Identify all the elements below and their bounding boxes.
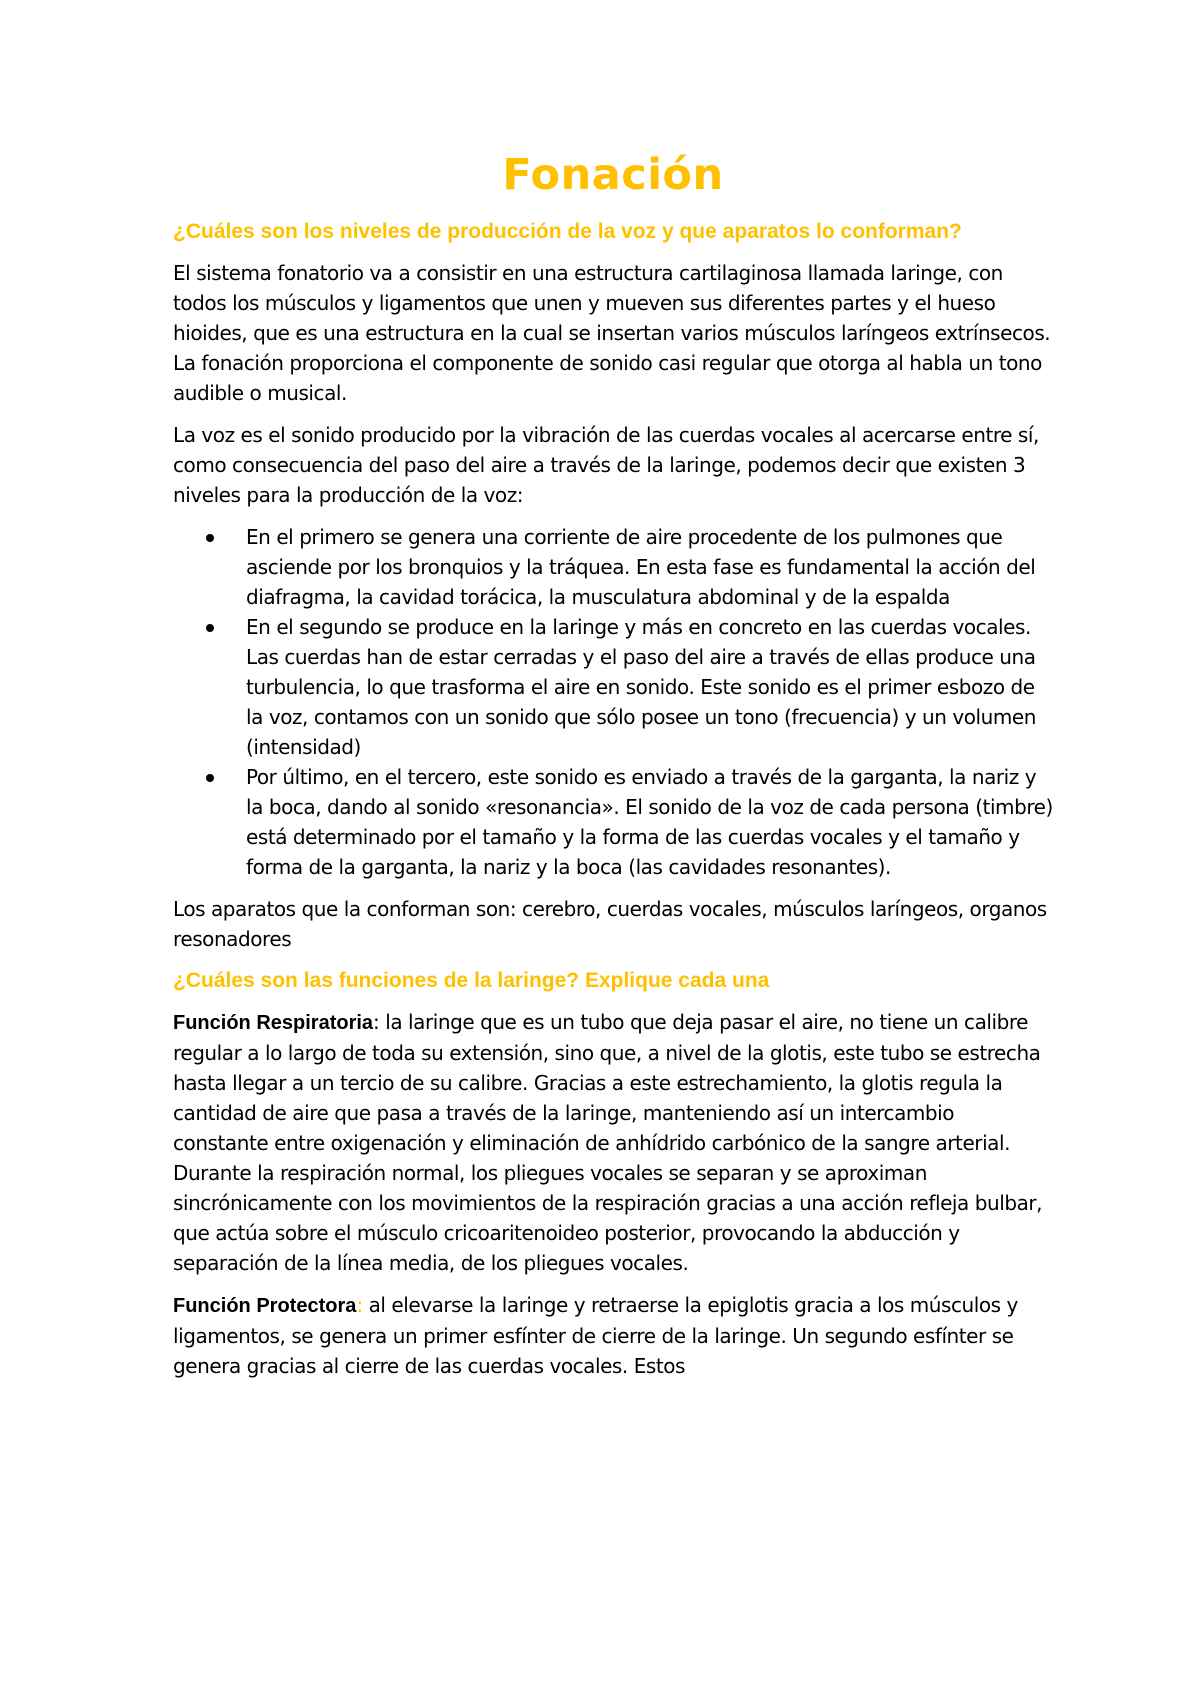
paragraph-funcion-protectora [173, 1290, 1053, 1381]
paragraph-aparatos: Los aparatos que la conforman son: cerebro, cuerdas vocales, músculos laríngeos, organos resonadores [173, 897, 1047, 951]
niveles-list [173, 522, 1053, 882]
protectora-text: al elevarse la laringe y retraerse la epiglotis gracia a los músculos y ligamentos, se genera un primer esfínter de cierre de la laringe. Un segundo esfínter se genera gracias al cierre de las cuerdas vocales. Estos [173, 1293, 1018, 1378]
bullet-icon [206, 774, 214, 782]
term-colon: : [356, 1293, 363, 1317]
list-item [173, 612, 1053, 762]
paragraph-voz: La voz es el sonido producido por la vibración de las cuerdas vocales al acercarse entre sí, como consecuencia del paso del aire a través de la laringe, podemos decir que existen 3 niveles para la producción de la voz: [173, 423, 1039, 507]
term-colon: : [373, 1010, 380, 1034]
list-item [173, 522, 1053, 612]
list-item-text: Por último, en el tercero, este sonido es enviado a través de la garganta, la nariz y la boca, dando al sonido «resonancia». El sonido de la voz de cada persona (timbre) está determinado por el tamaño y la forma de las cuerdas vocales y el tamaño y forma de la garganta, la nariz y la boca (las cavidades resonantes). [246, 765, 1053, 879]
paragraph-sistema-fonatorio: El sistema fonatorio va a consistir en una estructura cartilaginosa llamada laringe, con todos los músculos y ligamentos que unen y mueven sus diferentes partes y el hueso hioides, que es una estructura en la cual se insertan varios músculos laríngeos extrínsecos. La fonación proporciona el componente de sonido casi regular que otorga al habla un tono audible o musical. [173, 261, 1051, 405]
bullet-icon [206, 624, 214, 632]
list-item-text: En el segundo se produce en la laringe y más en concreto en las cuerdas vocales. Las cuerdas han de estar cerradas y el paso del aire a través de ellas produce una turbulencia, lo que trasforma el aire en sonido. Este sonido es el primer esbozo de la voz, contamos con un sonido que sólo posee un tono (frecuencia) y un volumen (intensidad) [246, 615, 1036, 759]
term-protectora: Función Protectora [173, 1295, 357, 1317]
list-item [173, 762, 1053, 882]
section-heading-funciones: ¿Cuáles son las funciones de la laringe? Explique cada una [173, 969, 770, 992]
paragraph-funcion-respiratoria [173, 1007, 1053, 1278]
term-respiratoria: Función Respiratoria [173, 1012, 374, 1034]
list-item-text: En el primero se genera una corriente de aire procedente de los pulmones que asciende por los bronquios y la tráquea. En esta fase es fundamental la acción del diafragma, la cavidad torácica, la musculatura abdominal y de la espalda [246, 525, 1036, 609]
bullet-icon [206, 534, 214, 542]
document-title: Fonación [502, 150, 724, 200]
respiratoria-text: la laringe que es un tubo que deja pasar el aire, no tiene un calibre regular a lo largo de toda su extensión, sino que, a nivel de la glotis, este tubo se estrecha hasta llegar a un tercio de su calibre. Gracias a este estrechamiento, la glotis regula la cantidad de aire que pasa a través de la laringe, manteniendo así un intercambio constante entre oxigenación y eliminación de anhídrido carbónico de la sangre arterial. Durante la respiración normal, los pliegues vocales se separan y se aproximan sincrónicamente con los movimientos de la respiración gracias a una acción refleja bulbar, que actúa sobre el músculo cricoaritenoideo posterior, provocando la abducción y separación de la línea media, de los pliegues vocales. [173, 1010, 1043, 1275]
section-heading-niveles: ¿Cuáles son los niveles de producción de la voz y que aparatos lo conforman? [173, 220, 962, 243]
document-page [173, 145, 1053, 1393]
